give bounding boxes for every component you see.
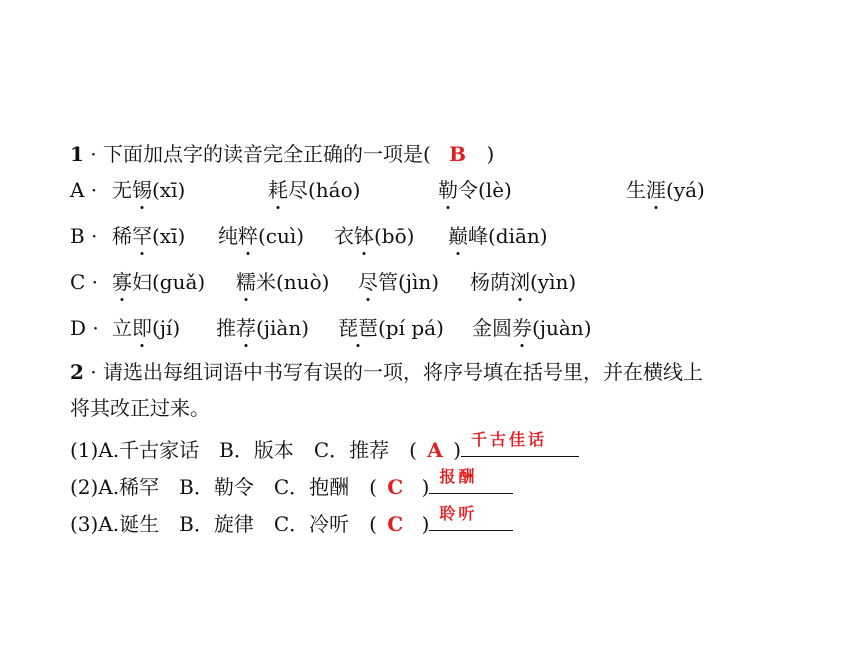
option-c-item-1: 寡妇(guǎ) (112, 270, 206, 294)
question-2-item-2: (2)A.稀罕 B．勒令 C．抱酬 ( C ) 报酬 (70, 469, 513, 501)
item-1-correction: 千古佳话 (471, 430, 548, 449)
question-1-stem: 1 · 下面加点字的读音完全正确的一项是( B ) (70, 142, 495, 166)
option-a-item-1: 无锡(xī) (112, 178, 186, 202)
option-b-item-4: 巅峰(diān) (448, 224, 548, 248)
item-3-answer: C (387, 512, 404, 536)
question-2-text-line2: 将其改正过来。 (70, 396, 210, 420)
item-2-answer-blank (429, 469, 513, 494)
question-1-number: 1 (70, 142, 84, 166)
option-d-item-2: 推荐(jiàn) (216, 316, 310, 340)
option-b-item-3: 衣钵(bō) (334, 224, 415, 248)
option-b-row: B · 稀罕(xī) 纯粹(cuì) 衣钵(bō) 巅峰(diān) (70, 224, 548, 248)
option-a-item-3: 勒令(lè) (438, 178, 512, 202)
option-a-item-2: 耗尽(háo) (268, 178, 361, 202)
question-2-text-line1: 请选出每组词语中书写有误的一项，将序号填在括号里，并在横线上 (103, 360, 703, 384)
question-2-item-1: (1)A.千古家话 B．版本 C．推荐 ( A ) 千古佳话 (70, 432, 579, 464)
option-b-item-2: 纯粹(cuì) (218, 224, 305, 248)
question-2-stem: 2 · 请选出每组词语中书写有误的一项，将序号填在括号里，并在横线上 (70, 360, 703, 384)
item-3-correction: 聆听 (439, 504, 478, 523)
item-1-answer: A (427, 438, 443, 462)
item-2-answer: C (387, 475, 404, 499)
question-1-answer: B (449, 142, 467, 166)
question-1-text: 下面加点字的读音完全正确的一项是( (103, 142, 431, 166)
item-3-answer-blank (429, 506, 513, 531)
option-b-item-1: 稀罕(xī) (112, 224, 186, 248)
question-2-item-3: (3)A.诞生 B．旋律 C．冷听 ( C ) 聆听 (70, 506, 513, 538)
option-c-item-3: 尽管(jìn) (358, 270, 440, 294)
item-2-correction: 报酬 (439, 467, 478, 486)
option-d-item-4: 金圆券(juàn) (472, 316, 592, 340)
option-c-item-2: 糯米(nuò) (236, 270, 330, 294)
option-d-row: D · 立即(jí) 推荐(jiàn) 琵琶(pí pá) 金圆券(juàn) (70, 316, 592, 340)
option-a-item-4: 生涯(yá) (626, 178, 705, 202)
item-1-answer-blank (461, 432, 579, 457)
question-2-number: 2 (70, 360, 84, 384)
option-c-item-4: 杨荫浏(yìn) (470, 270, 577, 294)
option-c-row: C · 寡妇(guǎ) 糯米(nuò) 尽管(jìn) 杨荫浏(yìn) (70, 270, 577, 294)
option-d-item-3: 琵琶(pí pá) (338, 316, 444, 340)
option-a-row: A · 无锡(xī) 耗尽(háo) 勒令(lè) 生涯(yá) (70, 178, 705, 202)
option-d-item-1: 立即(jí) (112, 316, 181, 340)
